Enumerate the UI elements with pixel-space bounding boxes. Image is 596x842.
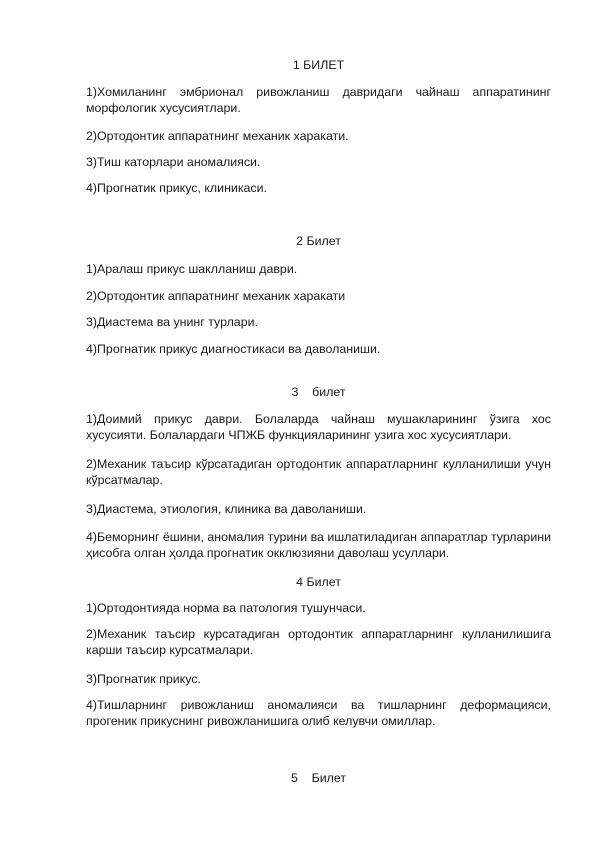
ticket-3-question-2: 2)Механик таъсир кўрсатадиган ортодонтик аппаратларнинг кулланилиши учун кўрсатмалар. — [86, 457, 551, 487]
ticket-2-title: 2 Билет — [296, 234, 341, 248]
ticket-2-question-2: 2)Ортодонтик аппаратнинг механик харакати — [86, 289, 346, 303]
ticket-1-question-1: 1)Хомиланинг эмбрионал ривожланиш давридаги чайнаш аппаратининг морфологик хусусиятлари. — [86, 85, 551, 115]
ticket-4-question-4: 4)Тишларнинг ривожланиш аномалияси ва тишларнинг деформацияси, прогеник прикуснинг ривожланишига олиб келувчи омиллар. — [86, 698, 551, 728]
ticket-3-question-1: 1)Доимий прикус даври. Болаларда чайнаш мушакларининг ўзига хос хусусияти. Болалардаги ЧПЖБ функцияларининг узига хос хусусиятлари. — [86, 412, 551, 442]
ticket-1-question-3: 3)Тиш каторлари аномалияси. — [86, 155, 261, 169]
ticket-1-title: 1 БИЛЕТ — [292, 58, 345, 72]
ticket-2-question-1: 1)Аралаш прикус шаклланиш даври. — [86, 262, 298, 276]
ticket-3-title: 3 билет — [291, 385, 346, 399]
ticket-1-question-4: 4)Прогнатик прикус, клиникаси. — [86, 181, 267, 195]
ticket-1-question-2: 2)Ортодонтик аппаратнинг механик харакати. — [86, 129, 349, 143]
ticket-2-question-3: 3)Диастема ва унинг турлари. — [86, 315, 258, 329]
ticket-4-title: 4 Билет — [296, 575, 341, 589]
ticket-4-question-3: 3)Прогнатик прикус. — [86, 672, 201, 686]
ticket-3-question-4: 4)Беморнинг ёшини, аномалия турини ва ишлатиладиган аппаратлар турларини ҳисобга олган ҳолда прогнатик окклюзияни даволаш усуллари. — [86, 530, 551, 560]
ticket-4-question-2: 2)Механик таъсир курсатадиган ортодонтик аппаратларнинг кулланилишига карши таъсир курсатмалари. — [86, 627, 551, 657]
ticket-4-question-1: 1)Ортодонтияда норма ва патология тушунчаси. — [86, 601, 366, 615]
ticket-3-question-3: 3)Диастема, этиология, клиника ва даволаниши. — [86, 502, 367, 516]
ticket-5-title: 5 Билет — [290, 771, 347, 785]
ticket-2-question-4: 4)Прогнатик прикус диагностикаси ва даволаниши. — [86, 342, 381, 356]
